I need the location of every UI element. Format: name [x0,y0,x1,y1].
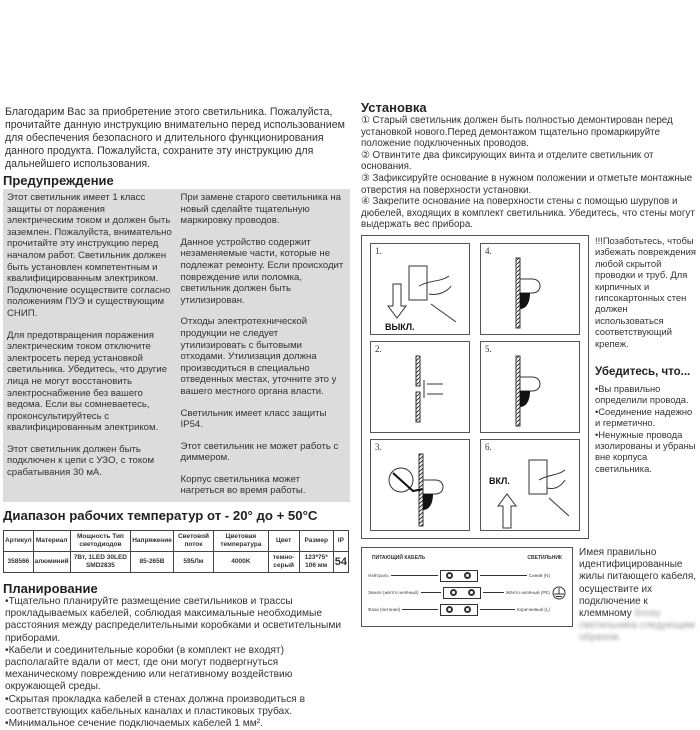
warning-paragraph: Этот светильник должен быть подключен к цепи с УЗО, с током срабатывания 30 мА. [7,443,155,479]
wire-row-neutral [368,569,566,583]
col-header: Размер [299,531,333,552]
spec-table [3,530,349,573]
switch-on-illustration [481,440,581,532]
screw-icon [446,606,453,613]
ground-icon [552,586,566,600]
warning-paragraph: При замене старого светильника на новый сделайте тщательную маркировку проводов. [180,192,341,227]
wire-row-phase [368,603,566,617]
panel-3 [370,439,470,531]
list-item: •Скрытая прокладка кабелей в стенах должна производиться в соответствующих кабельных каналах и пластиковых трубах. [5,693,306,717]
terminal [443,587,481,599]
cell: 595Лм [173,552,213,573]
screw-icon [446,572,453,579]
supply-wire-label: Земля (жёлто-зелёный) [368,590,419,596]
right-column [361,100,698,645]
panel-number: 2. [375,343,382,354]
check-title: Убедитесь, что... [595,366,691,378]
panel-number: 4. [485,245,492,256]
wiring-connection-illustration [371,440,471,532]
list-item: ③ Зафиксируйте основание в нужном положении и отметьте монтажные отверстия на поверхности установки. [361,172,693,196]
col-header: Артикул [4,531,34,552]
left-column [3,106,350,730]
terminal [440,570,478,582]
warning-right-column [181,192,347,499]
wiring-row [361,547,698,645]
list-item: •Вы правильно определили провода. [595,383,689,406]
panel-5 [480,341,580,433]
cell: 54 [333,552,348,573]
panel-number: 5. [485,343,492,354]
screw-icon [464,606,471,613]
lamp-wire-label: Жёлто-зелёный (PE) [505,590,551,596]
warning-box [3,189,350,502]
terminal [440,604,478,616]
planning-list [3,596,350,730]
wiring-header [368,555,566,561]
warning-paragraph: Отходы электротехнической продукции не следует утилизировать с бытовыми отходами. Утилизация должна производиться в специально отведенных местах, уточните это у вашего местного органа власти. [180,316,337,397]
supply-cable-title: ПИТАЮЩИЙ КАБЕЛЬ [372,554,426,561]
installation-figure [361,235,589,539]
lamp-on-wall-illustration [481,342,581,434]
wire-line [402,609,437,610]
wire-line [480,609,515,610]
panel-4 [480,243,580,335]
cell: 123*75* 106 мм [299,552,333,573]
supply-wire-label: Фаза (питание) [368,607,401,613]
list-item: ④ Закрепите основание на поверхности стены с помощью шурупов и дюбелей, входящих в комплект светильника. Убедитесь, что стены могут выдержать вес прибора. [361,196,695,231]
panel-2 [370,341,470,433]
wiring-text-obscured: блоку светильника следующим образом. [579,607,695,644]
figure-row [361,235,698,539]
list-item: •Тщательно планируйте размещение светильников и трассы прокладываемых кабелей, соблюдая максимальные необходимые расстояния между распределительными коробками и осветительными приборами. [5,596,342,644]
base-mounting-illustration [371,342,471,434]
col-header: Мощность Тип светодиодов [70,531,131,552]
panel-switch-on [480,439,580,531]
panel-switch-off [370,243,470,335]
lamp-wire-label: Коричневый (L) [516,607,551,613]
warning-left-column [7,192,173,499]
cell: алюминий [33,552,70,573]
screw-icon [468,589,475,596]
list-item: ② Отвинтите два фиксирующих винта и отделите светильник от основания. [361,149,654,173]
cell: темно-серый [268,552,299,573]
cell: 4000K [214,552,268,573]
lamp-on-wall-illustration [481,244,581,336]
screw-icon [450,589,457,596]
warning-paragraph: Светильник имеет класс защиты IP54. [180,407,327,431]
lamp-title: СВЕТИЛЬНИК [527,554,562,561]
warning-paragraph: Для предотвращения поражения электрическим током отключите электросеть перед установкой светильника. Убедитесь, что другие лица не могут восстановить электроснабжение без вашего ведома. Если вы сомневаетесь, проконсультируйтесь с квалифицированным электриком. [7,329,168,434]
caution-text: !!!Позаботьтесь, чтобы избежать повреждения любой скрытой проводки и труб. Для кирпичных и гипсокартонных стен должен использоваться соответствующий крепеж. [595,234,696,349]
wiring-diagram [361,547,573,627]
side-notes [595,235,698,474]
wire-line [391,575,438,576]
table-row [4,552,349,573]
temperature-range: Диапазон рабочих температур от - 20° до + 50°C [3,508,318,524]
table-header-row [4,531,349,552]
list-item: •Минимальное сечение подключаемых кабелей 1 мм². [5,718,263,730]
panel-number: 6. [485,441,492,452]
on-label: ВКЛ. [489,475,510,486]
panel-number: 3. [375,441,382,452]
col-header: Напряжение [131,531,174,552]
switch-off-illustration [371,244,471,336]
col-header: IP [333,531,348,552]
lamp-wire-label: Синий (N) [528,573,551,579]
cell: 7Вт, 1LED 30LED SMD2835 [70,552,131,573]
wiring-text: Имея правильно идентифицированные жилы питающего кабеля, осуществите их подключение к клеммному [579,546,697,619]
list-item: •Ненужные провода изолированы и убраны вне корпуса светильника. [595,428,696,474]
screw-icon [464,572,471,579]
list-item: •Соединение надежно и герметично. [595,405,693,429]
wire-row-earth [368,586,566,600]
list-item: ① Старый светильник должен быть полностью демонтирован перед установкой нового.Перед демонтажом тщательно промаркируйте положение подключенных проводов. [361,115,673,150]
wire-line [480,575,527,576]
supply-wire-label: Нейтраль [368,573,389,579]
wire-line [483,592,504,593]
cell: 85-265В [131,552,174,573]
warning-paragraph: Этот светильник имеет 1 класс защиты от поражения электрическим током и должен быть заземлен. Пожалуйста, внимательно прочитайте эту инструкцию перед началом работ. Светильник должен быть установлен компетентным и квалифицированным электриком. Подключение осуществите согласно положениям ПУЭ и существующим СНИП. [7,192,172,319]
planning-title: Планирование [3,581,98,597]
warning-paragraph: Корпус светильника может нагреться во время работы. [180,473,306,497]
warning-title: Предупреждение [3,173,114,188]
wiring-instructions [579,547,698,645]
off-label: ВЫКЛ. [385,321,415,332]
col-header: Цвет [268,531,299,552]
col-header: Цветовая температура [214,531,268,552]
installation-steps [361,115,698,231]
col-header: Световой поток [173,531,213,552]
col-header: Материал [33,531,70,552]
panel-number: 1. [375,245,382,256]
intro-text: Благодарим Вас за приобретение этого светильника. Пожалуйста, прочитайте данную инструкцию внимательно перед использованием для обеспечения безопасного и длительного функционирования данного продукта. Пожалуйста, сохраните эту инструкцию для дальнейшего использования. [5,106,345,170]
cell: 358566 [4,552,34,573]
warning-paragraph: Этот светильник не может работь с диммером. [180,440,339,464]
list-item: •Кабели и соединительные коробки (в комплект не входят) располагайте вдали от мест, где они могут подвергнуться механическому повреждению или негативному воздействию окружающей среды. [5,644,293,693]
warning-paragraph: Данное устройство содержит незаменяемые части, которые не подлежат ремонту. Если происходит повреждение или поломка, светильник должен быть утилизирован. [180,236,344,306]
installation-title: Установка [361,100,427,115]
wire-line [421,592,442,593]
